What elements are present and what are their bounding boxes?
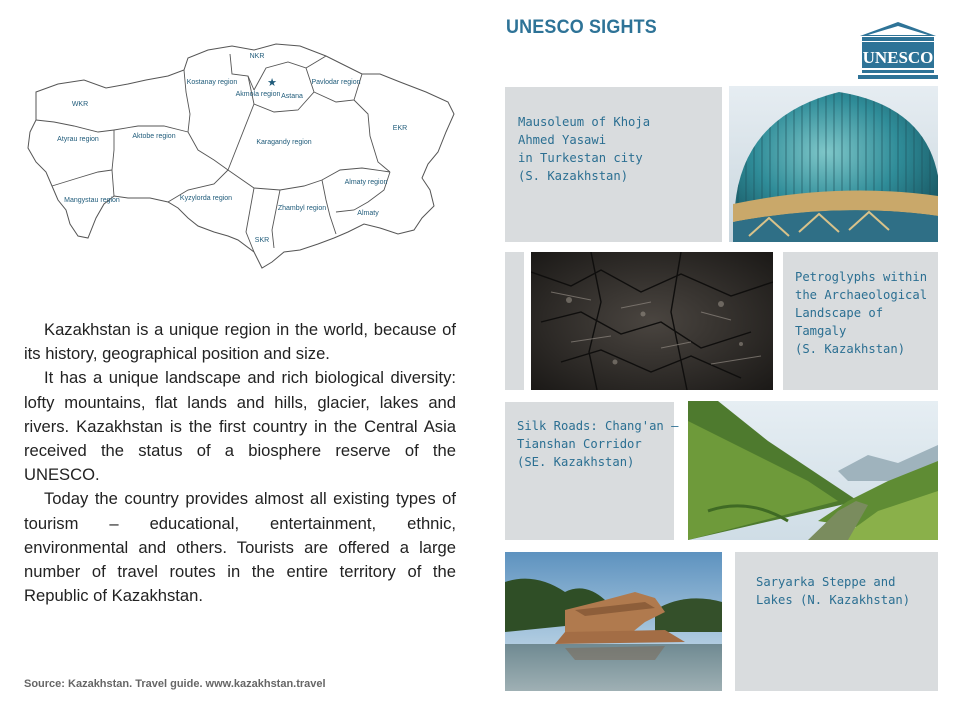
sight-label: Silk Roads: Chang'an – Tianshan Corridor (SE. Kazakhstan) <box>517 419 679 469</box>
source-note: Source: Kazakhstan. Travel guide. www.kazakhstan.travel <box>24 678 326 690</box>
map-label: Almaty <box>357 210 379 217</box>
map-label: NKR <box>249 53 265 60</box>
map-label: Pavlodar region <box>311 79 361 86</box>
map-outline <box>28 44 454 268</box>
map-label: SKR <box>254 237 270 244</box>
sight-label: Mausoleum of Khoja Ahmed Yasawi in Turkestan city (S. Kazakhstan) <box>518 115 651 183</box>
map-label: Akmola region <box>235 91 281 98</box>
map-label: WKR <box>71 101 89 108</box>
mausoleum-photo <box>729 86 938 242</box>
map-label: Zhambyl region <box>277 205 327 212</box>
map-label: Karagandy region <box>256 139 312 146</box>
map-label: Kyzylorda region <box>179 195 233 202</box>
map-label: Aktobe region <box>132 133 176 140</box>
saryarka-photo <box>505 552 722 691</box>
capital-star-icon: ★ <box>267 77 277 89</box>
logo-text: UNESCO <box>862 48 934 67</box>
silk-roads-photo <box>688 401 938 540</box>
petroglyphs-photo <box>531 252 773 390</box>
map-label: Atyrau region <box>57 136 99 143</box>
map-label: Almaty region <box>344 179 388 186</box>
intro-text <box>24 318 456 608</box>
sight-panel-stripe <box>505 252 524 390</box>
paragraph: Kazakhstan is a unique region in the world, because of its history, geographical position and size. <box>24 320 456 364</box>
unesco-logo-icon <box>858 20 938 82</box>
sight-label: Saryarka Steppe and Lakes (N. Kazakhstan) <box>756 575 911 607</box>
paragraph: It has a unique landscape and rich biological diversity: lofty mountains, flat lands and hills, glacier, lakes and rivers. Kazakhstan is the first country in the Central Asia received the status of a biosphere reserve of the UNESCO. <box>24 368 456 485</box>
sight-label: Petroglyphs within the Archaeological Landscape of Tamgaly (S. Kazakhstan) <box>795 270 928 356</box>
map-label: EKR <box>392 125 408 132</box>
paragraph: Today the country provides almost all existing types of tourism – educational, entertainment, ethnic, environmental and others. Tourists are offered a large number of travel routes in the entire territory of the Republic of Kazakhstan. <box>24 489 456 606</box>
map-label: Astana <box>281 93 303 100</box>
map-label: Kostanay region <box>186 79 238 86</box>
map-label: Mangystau region <box>64 197 120 204</box>
kazakhstan-region-map <box>18 40 458 272</box>
section-title: UNESCO SIGHTS <box>506 16 657 38</box>
